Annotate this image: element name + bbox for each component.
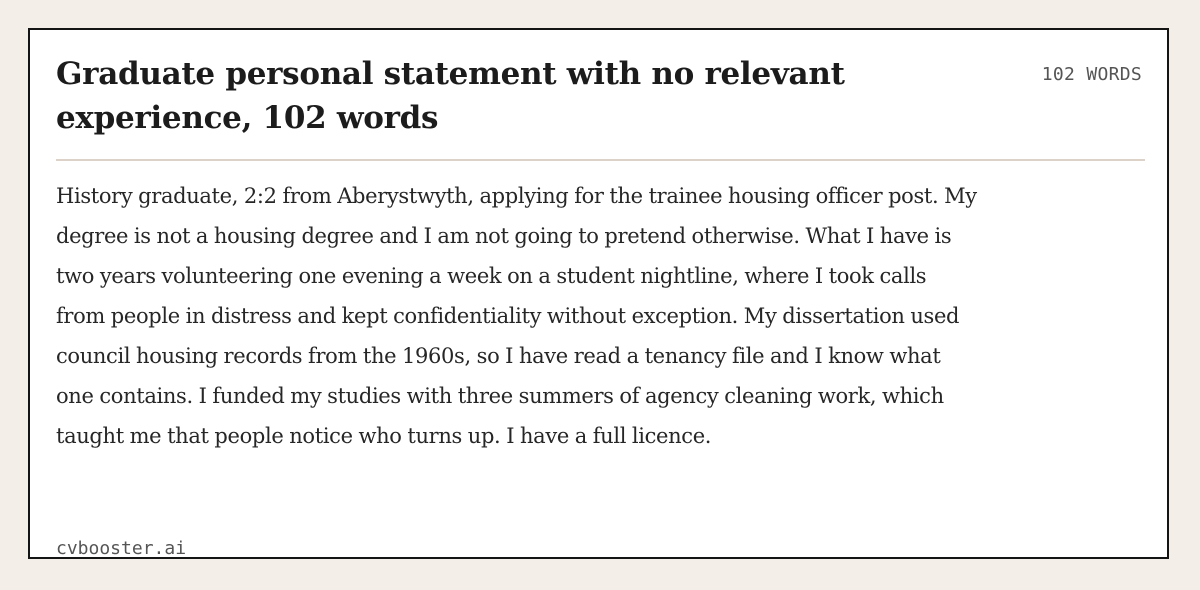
title-divider [56, 159, 1145, 161]
statement-body: History graduate, 2:2 from Aberystwyth, applying for the trainee housing officer post. My degree is not a housing degree and I am not going to pretend otherwise. What I have is two years volunteering one evening a week on a student nightline, where I took calls from people in distress and kept confidentiality without exception. My dissertation used council housing records from the 1960s, so I have read a tenancy file and I know what one contains. I funded my studies with three summers of agency cleaning work, which taught me that people notice who turns up. I have a full licence. [56, 184, 977, 448]
statement-title: Graduate personal statement with no relevant experience, 102 words [56, 56, 845, 136]
footer-brand: cvbooster.ai [56, 538, 187, 559]
statement-card [28, 28, 1169, 559]
word-count-label: 102 WORDS [1041, 64, 1142, 85]
